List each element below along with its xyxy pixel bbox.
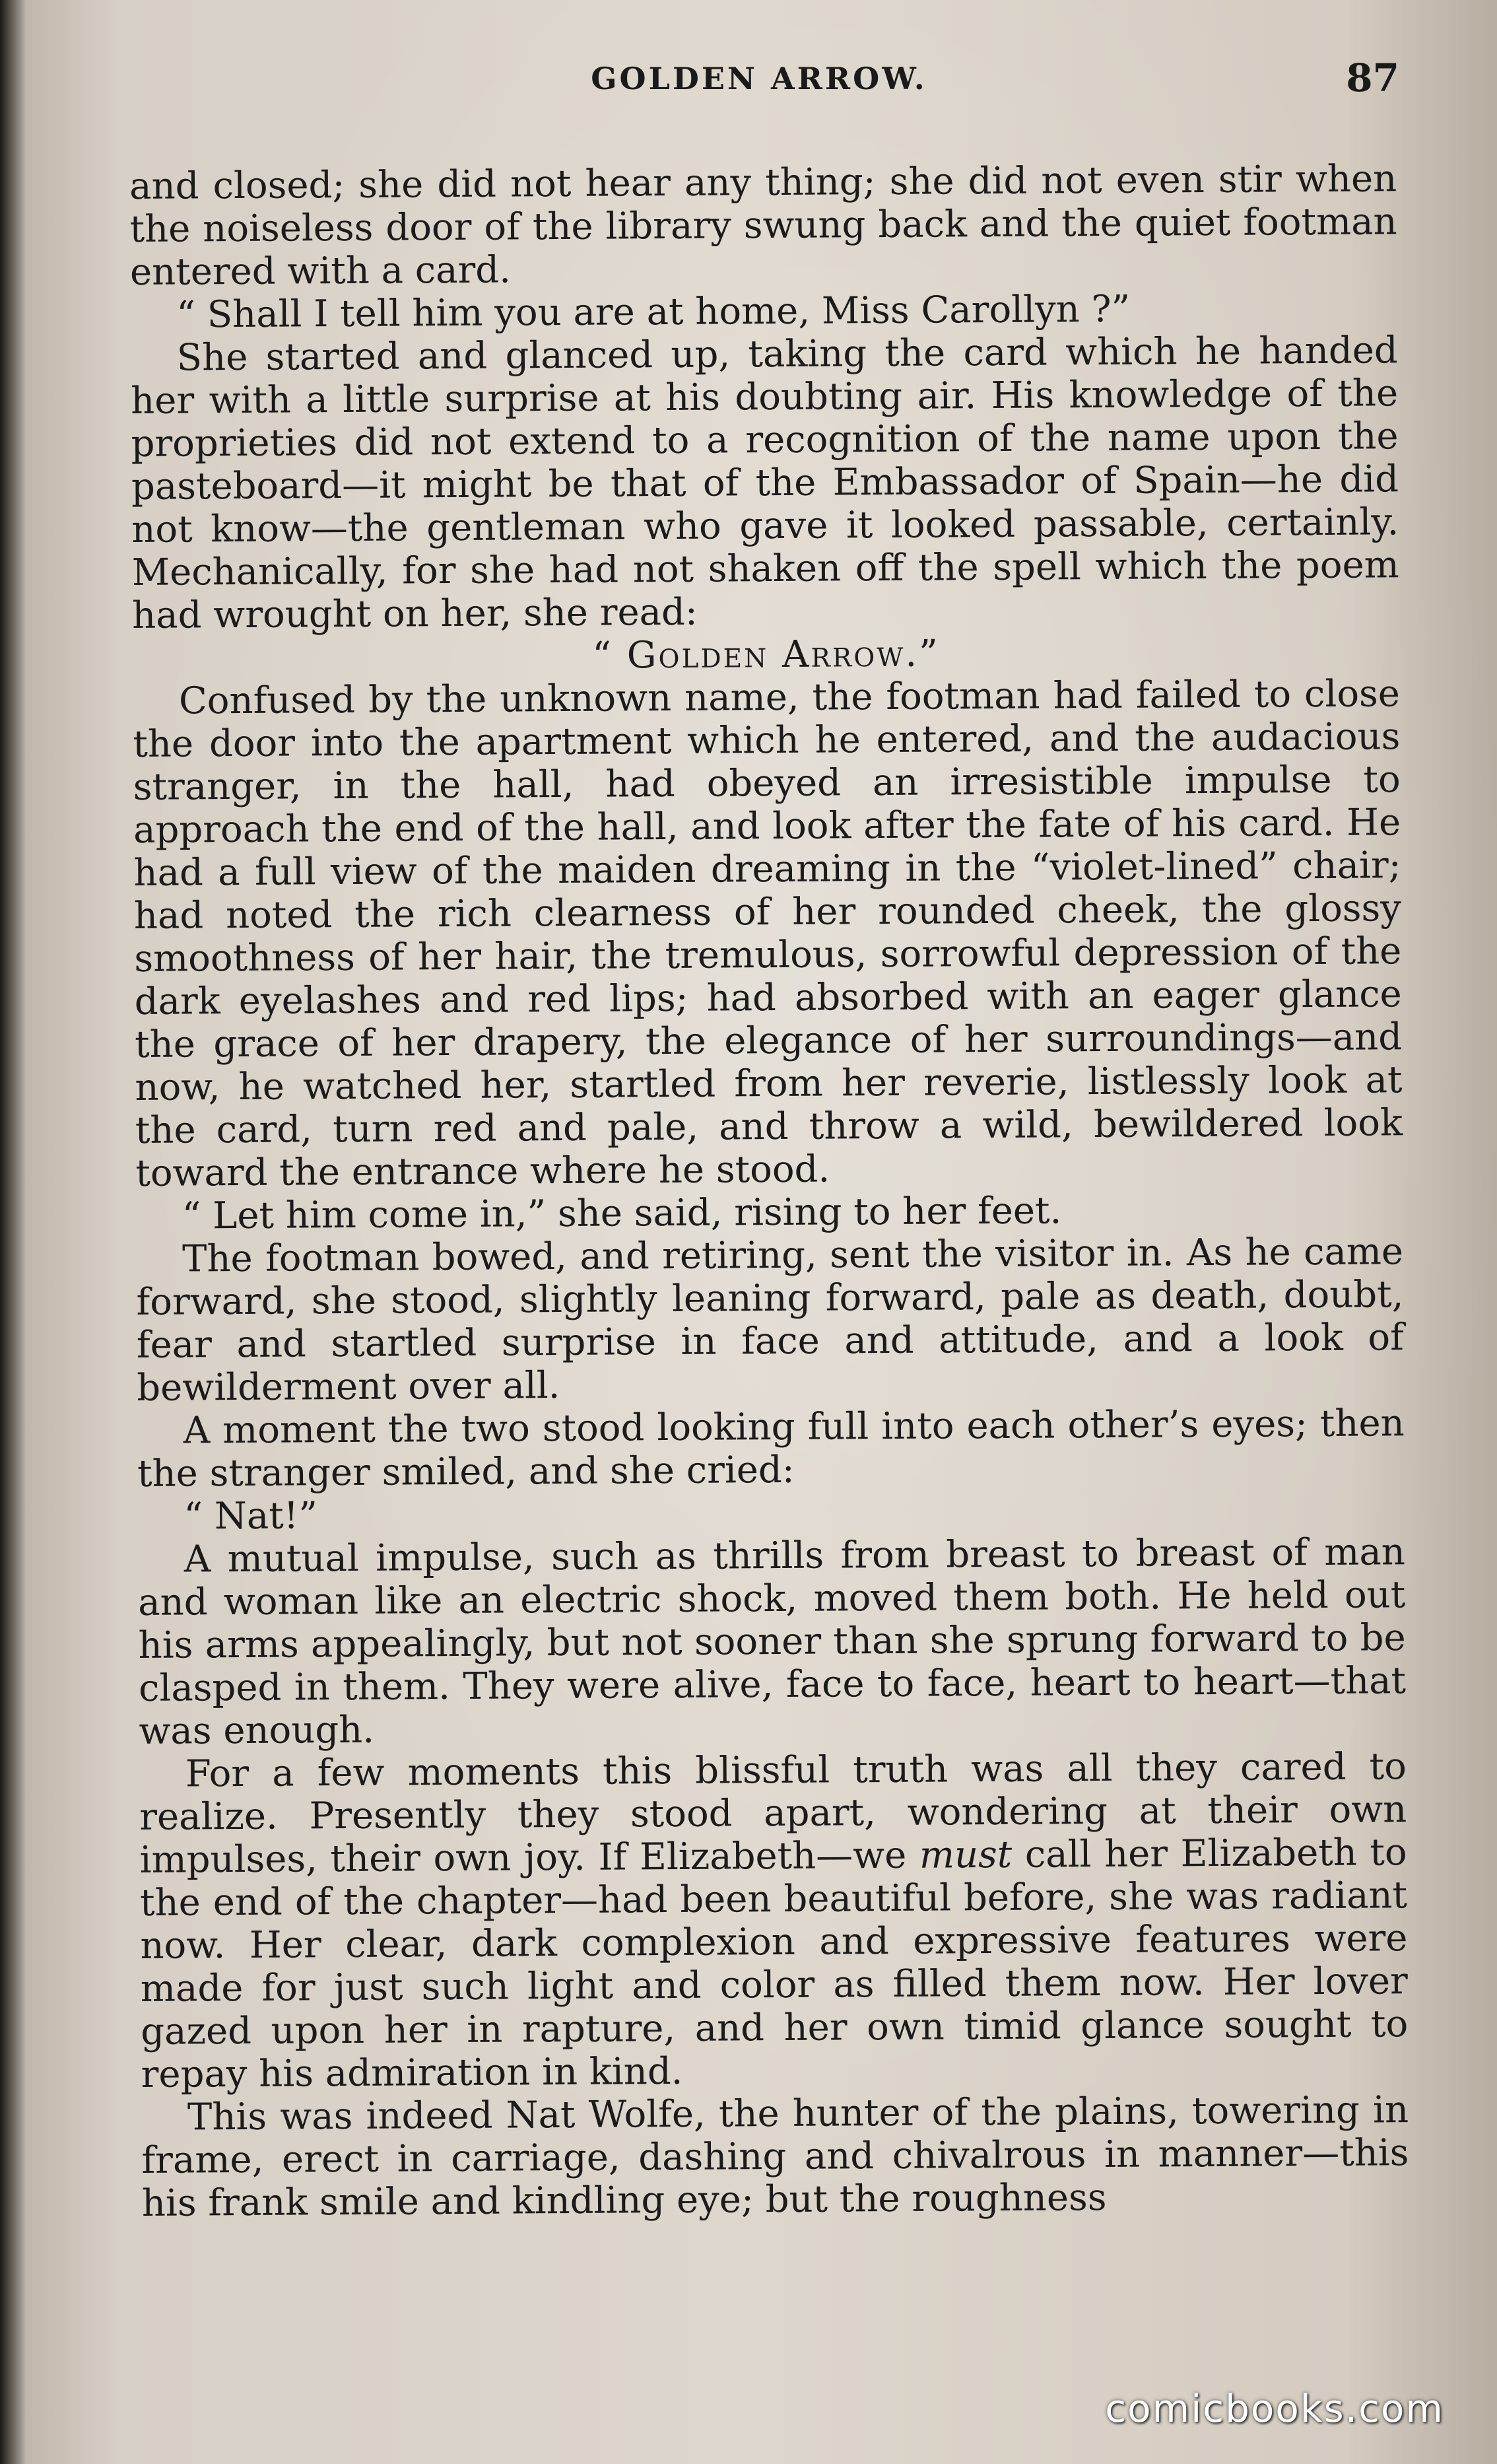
paragraph-7: The footman bowed, and retiring, sent the visitor in. As he came forward, she stood, slightly leaning forward, pale as death, doubt, fear and startled surprise in face and attitude, and a look of bewilderment over all. xyxy=(136,1230,1405,1410)
body-text xyxy=(129,157,1409,2225)
paragraph-11 xyxy=(139,1745,1409,2096)
spine-shadow xyxy=(0,0,26,2464)
paragraph-3: She started and glanced up, taking the card which he handed her with a little surprise at his doubting air. His knowledge of the proprieties did not extend to a recognition of the name upon the pasteboard—it might be that of the Embassador of Spain—he did not know—the gentleman who gave it looked passable, certainly. Mechanically, for she had not shaken off the spell which the poem had wrought on her, she read: xyxy=(130,329,1399,637)
running-title: GOLDEN ARROW. xyxy=(591,61,927,96)
paragraph-8: A moment the two stood looking full into each other’s eyes; then the stranger smiled, and she cried: xyxy=(137,1402,1405,1495)
paragraph-10: A mutual impulse, such as thrills from breast to breast of man and woman like an electric shock, moved them both. He held out his arms appealingly, but not sooner than she sprung forward to be clasped in them. They were alive, face to face, heart to heart—that was enough. xyxy=(138,1530,1407,1753)
watermark: comicbooks.com xyxy=(1105,2386,1444,2431)
paragraph-12: This was indeed Nat Wolfe, the hunter of the plains, towering in frame, erect in carriage, dashing and chivalrous in manner—this his frank smile and kindling eye; but the roughness xyxy=(141,2088,1409,2225)
emphasis-must: must xyxy=(919,1833,1013,1877)
paragraph-11-part-b: call her Elizabeth to the end of the chapter—had been beautiful before, she was radiant now. Her clear, dark complexion and expressive features were made for just such light and color as filled them now. Her lover gazed upon her in rapture, and her own timid glance sought to repay his admiration in kind. xyxy=(139,1831,1409,2096)
card-name: “ Golden Arrow.” xyxy=(592,632,940,677)
page-header xyxy=(119,55,1399,120)
paragraph-11-part-a: For a few moments this blissful truth was all they cared to realize. Presently they stood apart, wondering at their own impulses, their own joy. If Elizabeth—we xyxy=(139,1745,1407,1882)
paragraph-5: Confused by the unknown name, the footman had failed to close the door into the apartment which he entered, and the audacious stranger, in the hall, had obeyed an irresistible impulse to approach the end of the hall, and look after the fate of his card. He had a full view of the maiden dreaming in the “violet-lined” chair; had noted the rich clearness of her rounded cheek, the glossy smoothness of her hair, the tremulous, sorrowful depression of the dark eyelashes and red lips; had absorbed with an eager glance the grace of her drapery, the elegance of her surroundings—and now, he watched her, startled from her reverie, listlessly look at the card, turn red and pale, and throw a wild, bewildered look toward the entrance where he stood. xyxy=(133,672,1403,1195)
paragraph-1: and closed; she did not hear any thing; she did not even stir when the noiseless door of the library swung back and the quiet footman entered with a card. xyxy=(129,157,1397,294)
paragraph-6: “ Let him come in,” she said, rising to her feet. xyxy=(182,1189,1062,1238)
paragraph-9: “ Nat!” xyxy=(183,1494,318,1538)
page-number: 87 xyxy=(1346,55,1399,100)
paragraph-2: “ Shall I tell him you are at home, Miss Carollyn ?” xyxy=(176,287,1131,337)
